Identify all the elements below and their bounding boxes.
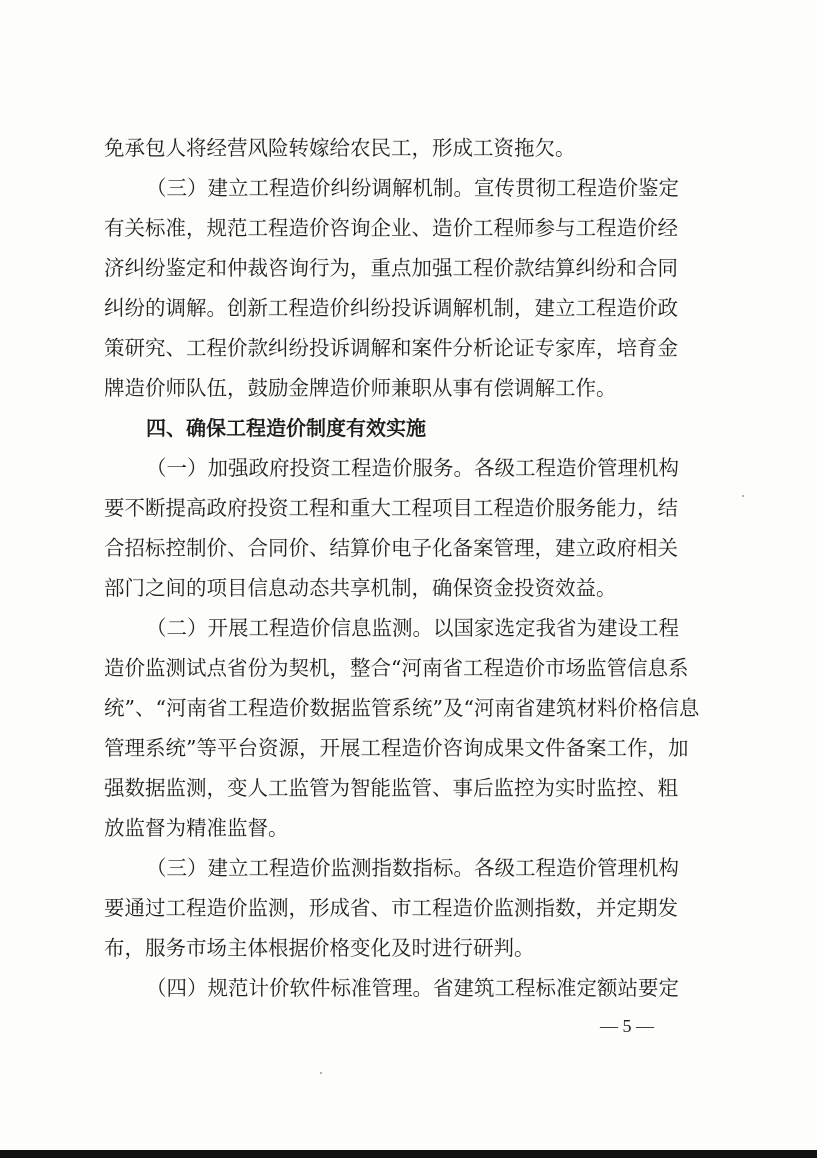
scan-speck bbox=[320, 1072, 322, 1074]
body-text bbox=[104, 128, 710, 1008]
text-line: 管理系统”等平台资源，开展工程造价咨询成果文件备案工作，加 bbox=[104, 736, 689, 760]
text-line: 统”、“河南省工程造价数据监管系统”及“河南省建筑材料价格信息 bbox=[104, 696, 700, 720]
text-line: （四）规范计价软件标准管理。省建筑工程标准定额站要定 bbox=[146, 976, 679, 1000]
section-heading: 四、确保工程造价制度有效实施 bbox=[146, 416, 426, 440]
text-line: （二）开展工程造价信息监测。以国家选定我省为建设工程 bbox=[146, 616, 679, 640]
text-line: 强数据监测，变人工监管为智能监管、事后监控为实时监控、粗 bbox=[104, 776, 678, 800]
text-line: 策研究、工程价款纠纷投诉调解和案件分析论证专家库，培育金 bbox=[104, 336, 678, 360]
text-line: 合招标控制价、合同价、结算价电子化备案管理，建立政府相关 bbox=[104, 536, 678, 560]
text-line: （三）建立工程造价监测指数指标。各级工程造价管理机构 bbox=[146, 856, 679, 880]
text-line: 牌造价师队伍，鼓励金牌造价师兼职从事有偿调解工作。 bbox=[104, 376, 617, 400]
scan-border bbox=[0, 1150, 817, 1158]
text-line: 有关标准，规范工程造价咨询企业、造价工程师参与工程造价经 bbox=[104, 216, 678, 240]
text-line: 布，服务市场主体根据价格变化及时进行研判。 bbox=[104, 936, 535, 960]
page-number: — 5 — bbox=[600, 1016, 654, 1036]
text-line: （一）加强政府投资工程造价服务。各级工程造价管理机构 bbox=[146, 456, 679, 480]
text-line: 要通过工程造价监测，形成省、市工程造价监测指数，并定期发 bbox=[104, 896, 678, 920]
text-line: 免承包人将经营风险转嫁给农民工，形成工资拖欠。 bbox=[104, 136, 576, 160]
text-line: 造价监测试点省份为契机，整合“河南省工程造价市场监管信息系 bbox=[104, 656, 689, 680]
text-line: 部门之间的项目信息动态共享机制，确保资金投资效益。 bbox=[104, 576, 617, 600]
text-line: 济纠纷鉴定和仲裁咨询行为，重点加强工程价款结算纠纷和合同 bbox=[104, 256, 678, 280]
text-line: 纠纷的调解。创新工程造价纠纷投诉调解机制，建立工程造价政 bbox=[104, 296, 678, 320]
scan-speck bbox=[742, 495, 744, 497]
text-line: 放监督为精准监督。 bbox=[104, 816, 289, 840]
text-line: 要不断提高政府投资工程和重大工程项目工程造价服务能力，结 bbox=[104, 496, 678, 520]
text-line: （三）建立工程造价纠纷调解机制。宣传贯彻工程造价鉴定 bbox=[146, 176, 679, 200]
